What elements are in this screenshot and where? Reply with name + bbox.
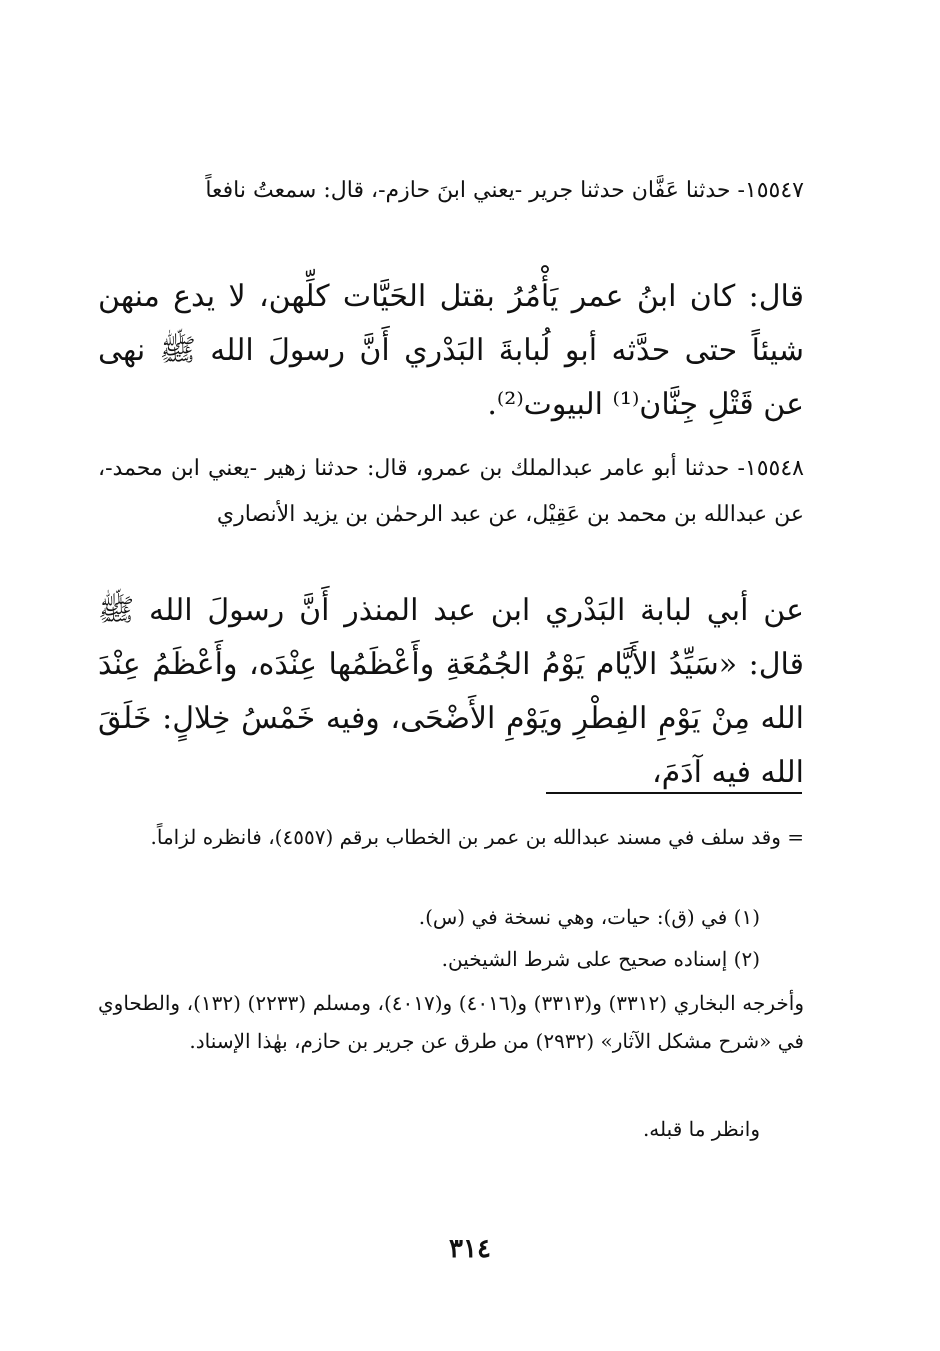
footnote-separator bbox=[546, 792, 802, 794]
footnote-2-takhrij: وأخرجه البخاري (٣٣١٢) و(٣٣١٣) و(٤٠١٦) و(٤٠١٧)، ومسلم (٢٢٣٣) (١٣٢)، والطحاوي في «شرح مشكل الآثار» (٢٩٣٢) من طرق عن جرير بن حازم، بهٰذا الإسناد. bbox=[98, 991, 804, 1053]
footnote-continuation: = وقد سلف في مسند عبدالله بن عمر بن الخطاب برقم (٤٥٥٧)، فانظره لزاماً. bbox=[150, 825, 804, 849]
page-number: ٣١٤ bbox=[449, 1234, 491, 1264]
hadith-15547-chain: ١٥٥٤٧- حدثنا عَفَّان حدثنا جرير -يعني ابنَ حازم-، قال: سمعتُ نافعاً bbox=[205, 178, 804, 203]
footnote-1: (١) في (ق): حيات، وهي نسخة في (س). bbox=[418, 905, 760, 929]
footnote-2-see-also: وانظر ما قبله. bbox=[642, 1117, 760, 1141]
hadith-15548-chain: ١٥٥٤٨- حدثنا أبو عامر عبدالملك بن عمرو، قال: حدثنا زهير -يعني ابن محمد-، عن عبدالله بن محمد بن عَقِيْل، عن عبد الرحمٰن بن يزيد الأنصاري bbox=[98, 456, 804, 527]
footnote-2: (٢) إسناده صحيح على شرط الشيخين. bbox=[441, 947, 760, 971]
hadith-15548-text: عن أبي لبابة البَدْري ابن عبد المنذر أَنَّ رسولَ الله ﷺ قال: «سَيِّدُ الأَيَّام يَوْمُ الجُمُعَةِ وأَعْظَمُها عِنْدَه، وأَعْظَمُ عِنْدَ الله مِنْ يَوْمِ الفِطْرِ ويَوْمِ الأَضْحَى، وفيه خَمْسُ خِلالٍ: خَلَقَ الله فيه آدَمَ، bbox=[98, 593, 804, 790]
hadith-15547-text: قال: كان ابنُ عمر يَأْمُرُ بقتل الحَيَّات كلِّهن، لا يدع منهن شيئاً حتى حدَّثه أبو لُبابةَ البَدْري أَنَّ رسولَ الله ﷺ نهى عن قَتْلِ جِنَّان⁽¹⁾ البيوت⁽²⁾. bbox=[98, 279, 804, 422]
